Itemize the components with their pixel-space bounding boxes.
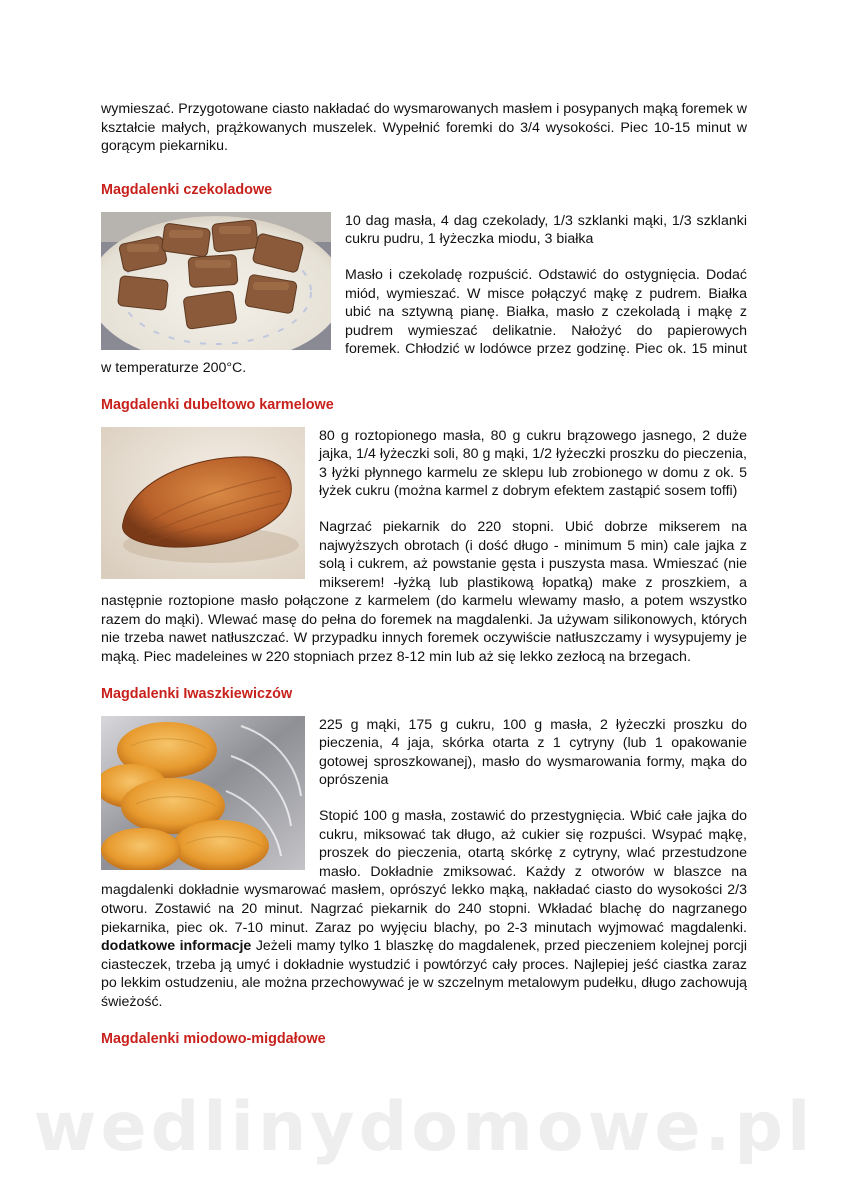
extra-info-label: dodatkowe informacje [101, 938, 252, 955]
recipe-ingredients: 10 dag masła, 4 dag czekolady, 1/3 szklanki mąki, 1/3 szklanki cukru pudru, 1 łyżeczka miodu, 3 białka [345, 212, 747, 248]
madeleines-tin-image [101, 716, 305, 870]
recipe-title: Magdalenki dubeltowo karmelowe [101, 396, 334, 413]
recipe-section-caramel [101, 396, 747, 667]
recipe-section-chocolate [101, 181, 747, 378]
recipe-title: Magdalenki Iwaszkiewiczów [101, 685, 293, 702]
recipe-title: Magdalenki miodowo-migdałowe [101, 1030, 326, 1047]
recipe-method: Masło i czekoladę rozpuścić. Odstawić do ostygnięcia. Dodać miód, wymieszać. W misce połączyć mąkę z pudrem. Białka ubić na sztywną pianę. Białka, masło z czekoladą i mąkę z pudrem wymieszać delikatnie. Nałożyć do papierowych foremek. Chłodzić w lodówce przez godzinę. Piec ok. 15 minut w temperaturze 200°C. [101, 266, 747, 376]
recipe-section-iwaszkiewicz [101, 685, 747, 1012]
recipe-ingredients: 225 g mąki, 175 g cukru, 100 g masła, 2 łyżeczki proszku do pieczenia, 4 jaja, skórka otarta z 1 cytryny (lub 1 opakowanie gotowej sproszkowanej), masło do wysmarowania formy, mąka do oprószenia [319, 716, 747, 789]
extra-info-text: Jeżeli mamy tylko 1 blaszkę do magdalenek, przed pieczeniem kolejnej porcji ciasteczek, trzeba ją umyć i dokładnie wystudzić i powtórzyć cały proces. Najlepiej jeść ciastka zaraz po lekkim ostudzeniu, ale można przechowywać je w szczelnym metalowym pudełku, długo zachowują świeżość. [101, 938, 747, 1010]
recipe-title: Magdalenki czekoladowe [101, 181, 273, 198]
iwaszkiewicz-madeleines-photo [101, 716, 305, 870]
recipe-method: Nagrzać piekarnik do 220 stopni. Ubić dobrze mikserem na najwyższych obrotach (i dość długo - minimum 5 min) cale jajka z solą i cukrem, aż powstanie gęsta i puszysta masa. Wmieszać (nie mikserem! -łyżką lub plastikową łopatką) make z proszkiem, a następnie roztopione masło połączone z karmelem (do karmelu wlewamy masło, a potem wszystko razem do mąki). Wlewać masę do pełna do foremek na magdalenki. Ja używam silikonowych, których nie trzeba nawet natłuszczać. W przypadku innych foremek oczywiście natłuszczamy i wysypujemy je mąką. Piec madeleines w 220 stopniach przez 8-12 min lub aż się lekko zezłocą na brzegach. [101, 518, 747, 666]
method-text: Stopić 100 g masła, zostawić do przestygnięcia. Wbić całe jajka do cukru, miksować tak długo, aż cukier się rozpuści. Wsypać mąkę, proszek do pieczenia, otartą skórkę z cytryny, wlać przestudzone masło. Dokładnie zmiksować. Każdy z otworów w blaszce na magdalenki dokładnie wysmarować masłem, oprószyć lekko mąką, nakładać ciasto do wysokości 2/3 otworu. Zostawić na 20 minut. Nagrzać piekarnik do 240 stopni. Wkładać blachę do nagrzanego piekarnika, piec ok. 7-10 minut. Zaraz po wyjęciu blachy, po 2-3 minutach wyjmować magdalenki. [101, 808, 747, 936]
intro-paragraph: wymieszać. Przygotowane ciasto nakładać do wysmarowanych masłem i posypanych mąką foremek w kształcie małych, prążkowanych muszelek. Wypełnić foremki do 3/4 wysokości. Piec 10-15 minut w gorącym piekarniku. [101, 101, 747, 155]
document-page [101, 100, 747, 1066]
cookies-on-plate-image [101, 212, 331, 350]
caramel-madeleine-photo [101, 427, 305, 579]
recipe-ingredients: 80 g roztopionego masła, 80 g cukru brązowego jasnego, 2 duże jajka, 1/4 łyżeczki soli, 80 g mąki, 1/2 łyżeczki proszku do pieczenia, 3 łyżki płynnego karmelu ze sklepu lub zrobionego w domu z ok. 5 łyżek cukru (można karmel z dobrym efektem zastąpić sosem toffi) [319, 427, 747, 500]
watermark: wedlinydomowe.pl [33, 1088, 815, 1167]
recipe-section-honey-almond [101, 1030, 747, 1048]
chocolate-madeleines-photo [101, 212, 331, 350]
madeleine-image [101, 427, 305, 579]
